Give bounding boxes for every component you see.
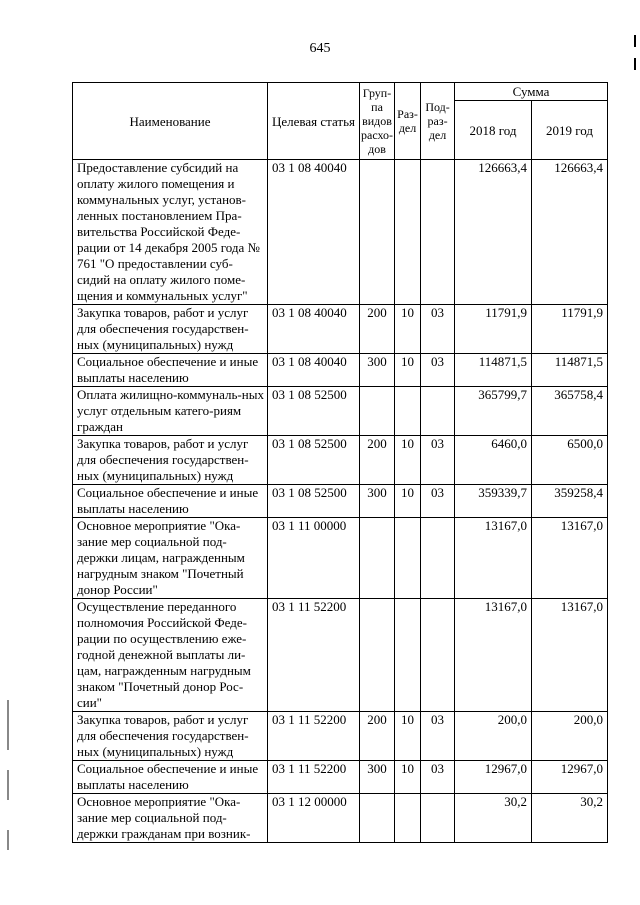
cell-section <box>395 160 421 305</box>
scan-edge-mark <box>634 35 636 47</box>
scan-speck <box>7 700 9 750</box>
cell-target-code: 03 1 08 40040 <box>268 160 360 305</box>
header-section: Раз-дел <box>395 83 421 160</box>
cell-name: Социальное обеспечение и иные выплаты населению <box>73 761 268 794</box>
header-sum: Сумма <box>455 83 608 101</box>
cell-subsection <box>421 160 455 305</box>
cell-sum-2019: 126663,4 <box>532 160 608 305</box>
header-target: Целевая статья <box>268 83 360 160</box>
cell-sum-2019: 13167,0 <box>532 518 608 599</box>
cell-sum-2018: 12967,0 <box>455 761 532 794</box>
cell-name: Основное мероприятие "Ока-зание мер социальной под-держки лицам, награжденным нагрудным знаком "Почетный донор России" <box>73 518 268 599</box>
cell-section: 10 <box>395 305 421 354</box>
cell-sum-2018: 200,0 <box>455 712 532 761</box>
cell-target-code: 03 1 11 52200 <box>268 761 360 794</box>
cell-expense-group: 200 <box>360 436 395 485</box>
cell-expense-group <box>360 599 395 712</box>
cell-subsection: 03 <box>421 761 455 794</box>
cell-section <box>395 599 421 712</box>
cell-subsection: 03 <box>421 305 455 354</box>
cell-subsection <box>421 518 455 599</box>
table-row <box>73 354 608 387</box>
cell-target-code: 03 1 11 52200 <box>268 599 360 712</box>
cell-target-code: 03 1 08 52500 <box>268 436 360 485</box>
cell-target-code: 03 1 12 00000 <box>268 794 360 843</box>
table-row <box>73 518 608 599</box>
cell-name: Закупка товаров, работ и услуг для обеспечения государствен-ных (муниципальных) нужд <box>73 712 268 761</box>
cell-subsection <box>421 387 455 436</box>
cell-expense-group <box>360 794 395 843</box>
cell-target-code: 03 1 08 52500 <box>268 387 360 436</box>
cell-name: Социальное обеспечение и иные выплаты населению <box>73 485 268 518</box>
page-number: 645 <box>309 41 331 56</box>
cell-target-code: 03 1 11 52200 <box>268 712 360 761</box>
cell-name: Социальное обеспечение и иные выплаты населению <box>73 354 268 387</box>
cell-subsection: 03 <box>421 485 455 518</box>
cell-sum-2019: 30,2 <box>532 794 608 843</box>
cell-target-code: 03 1 08 52500 <box>268 485 360 518</box>
cell-section: 10 <box>395 354 421 387</box>
cell-name: Закупка товаров, работ и услуг для обеспечения государствен-ных (муниципальных) нужд <box>73 436 268 485</box>
cell-section: 10 <box>395 436 421 485</box>
cell-name: Предоставление субсидий на оплату жилого помещения и коммунальных услуг, установ-ленных постановлением Пра-вительства Российской Феде-рации от 14 декабря 2005 года № 761 "О предоставлении суб-сидий на оплату жилого поме-щения и коммунальных услуг" <box>73 160 268 305</box>
cell-sum-2018: 126663,4 <box>455 160 532 305</box>
cell-name: Оплата жилищно-коммуналь-ных услуг отдельным катего-риям граждан <box>73 387 268 436</box>
scan-edge-mark <box>634 58 636 70</box>
header-group: Груп-па видов расхо-дов <box>360 83 395 160</box>
scan-speck <box>7 830 9 850</box>
cell-subsection: 03 <box>421 354 455 387</box>
cell-sum-2019: 359258,4 <box>532 485 608 518</box>
cell-sum-2019: 114871,5 <box>532 354 608 387</box>
cell-sum-2018: 365799,7 <box>455 387 532 436</box>
cell-name: Осуществление переданного полномочия Российской Феде-рации по осуществлению еже-годной денежной выплаты ли-цам, награжденным нагрудным знаком "Почетный донор Рос-сии" <box>73 599 268 712</box>
table-row <box>73 160 608 305</box>
cell-section <box>395 387 421 436</box>
cell-sum-2019: 200,0 <box>532 712 608 761</box>
table-row <box>73 305 608 354</box>
cell-expense-group <box>360 387 395 436</box>
cell-sum-2018: 6460,0 <box>455 436 532 485</box>
cell-subsection <box>421 794 455 843</box>
table-row <box>73 794 608 843</box>
header-year-2019: 2019 год <box>532 101 608 160</box>
header-year-2018: 2018 год <box>455 101 532 160</box>
cell-sum-2018: 13167,0 <box>455 599 532 712</box>
cell-sum-2018: 30,2 <box>455 794 532 843</box>
cell-section <box>395 518 421 599</box>
header-subsection: Под-раз-дел <box>421 83 455 160</box>
cell-section: 10 <box>395 485 421 518</box>
cell-sum-2018: 114871,5 <box>455 354 532 387</box>
table-row <box>73 599 608 712</box>
cell-section <box>395 794 421 843</box>
cell-sum-2018: 11791,9 <box>455 305 532 354</box>
table-body <box>73 160 608 843</box>
cell-target-code: 03 1 08 40040 <box>268 305 360 354</box>
table-row <box>73 387 608 436</box>
budget-table <box>72 82 608 843</box>
cell-section: 10 <box>395 761 421 794</box>
cell-target-code: 03 1 11 00000 <box>268 518 360 599</box>
cell-name: Закупка товаров, работ и услуг для обеспечения государствен-ных (муниципальных) нужд <box>73 305 268 354</box>
scan-speck <box>7 770 9 800</box>
cell-expense-group: 300 <box>360 485 395 518</box>
cell-sum-2018: 13167,0 <box>455 518 532 599</box>
cell-name: Основное мероприятие "Ока-зание мер социальной под-держки гражданам при возник- <box>73 794 268 843</box>
cell-sum-2019: 365758,4 <box>532 387 608 436</box>
table-row <box>73 712 608 761</box>
table-row <box>73 485 608 518</box>
table-row <box>73 761 608 794</box>
cell-subsection <box>421 599 455 712</box>
cell-subsection: 03 <box>421 436 455 485</box>
cell-expense-group: 200 <box>360 712 395 761</box>
cell-sum-2019: 6500,0 <box>532 436 608 485</box>
cell-expense-group: 300 <box>360 354 395 387</box>
header-name: Наименование <box>73 83 268 160</box>
table-row <box>73 436 608 485</box>
cell-sum-2018: 359339,7 <box>455 485 532 518</box>
cell-sum-2019: 11791,9 <box>532 305 608 354</box>
cell-section: 10 <box>395 712 421 761</box>
cell-expense-group <box>360 518 395 599</box>
cell-expense-group: 300 <box>360 761 395 794</box>
cell-target-code: 03 1 08 40040 <box>268 354 360 387</box>
cell-sum-2019: 12967,0 <box>532 761 608 794</box>
cell-sum-2019: 13167,0 <box>532 599 608 712</box>
cell-subsection: 03 <box>421 712 455 761</box>
cell-expense-group: 200 <box>360 305 395 354</box>
cell-expense-group <box>360 160 395 305</box>
